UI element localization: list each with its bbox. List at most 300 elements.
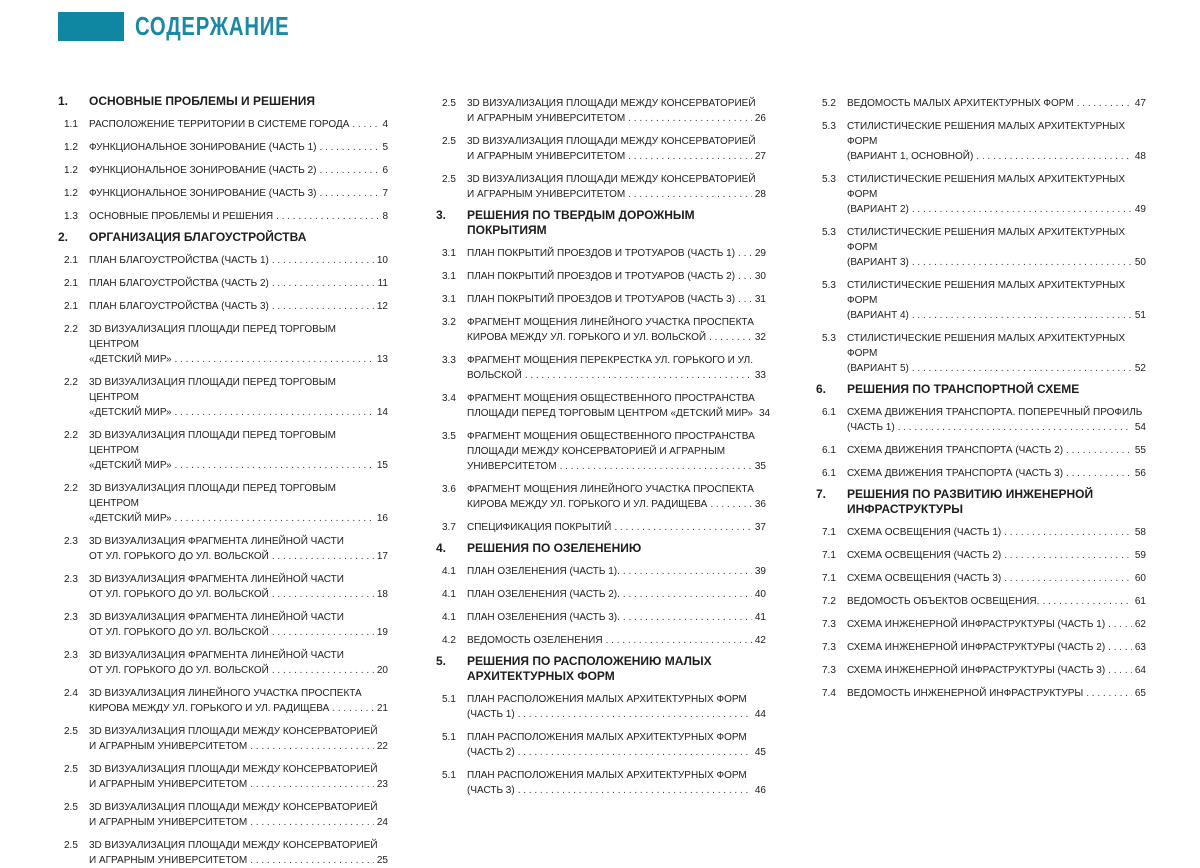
toc-entry[interactable] bbox=[816, 617, 1146, 632]
dot-leader bbox=[614, 520, 752, 535]
entry-line bbox=[847, 525, 1146, 540]
entry-title-text: (ЧАСТЬ 1) bbox=[467, 709, 515, 720]
entry-title-text: ФУНКЦИОНАЛЬНОЕ ЗОНИРОВАНИЕ (ЧАСТЬ 3) bbox=[89, 188, 317, 199]
page-number: 64 bbox=[1134, 665, 1146, 676]
dot-leader bbox=[518, 745, 752, 760]
entry-line bbox=[467, 269, 766, 284]
entry-line bbox=[89, 352, 388, 367]
entry-text bbox=[436, 730, 766, 760]
entry-text bbox=[58, 481, 388, 526]
toc-entry[interactable] bbox=[436, 610, 766, 625]
page-number: 25 bbox=[376, 855, 388, 866]
page-number: 19 bbox=[376, 627, 388, 638]
toc-entry[interactable] bbox=[58, 375, 388, 420]
toc-entry[interactable] bbox=[436, 730, 766, 760]
toc-entry[interactable] bbox=[816, 525, 1146, 540]
entry-number: 3.1 bbox=[442, 248, 456, 259]
dot-leader bbox=[912, 202, 1132, 217]
toc-entry[interactable] bbox=[816, 278, 1146, 323]
toc-entry[interactable] bbox=[58, 838, 388, 868]
entry-text bbox=[816, 548, 1146, 563]
toc-entry[interactable] bbox=[436, 391, 771, 421]
dot-leader bbox=[518, 783, 752, 798]
entry-title-text: ФРАГМЕНТ МОЩЕНИЯ ОБЩЕСТВЕННОГО ПРОСТРАНСТВА bbox=[467, 393, 755, 404]
entry-number: 5.3 bbox=[822, 121, 836, 132]
entry-line bbox=[467, 96, 766, 111]
entry-line bbox=[89, 534, 388, 549]
section-title: ОРГАНИЗАЦИЯ БЛАГОУСТРОЙСТВА bbox=[89, 230, 307, 244]
entry-text bbox=[816, 525, 1146, 540]
entry-number: 2.5 bbox=[64, 802, 78, 813]
entry-text bbox=[58, 838, 388, 868]
entry-number: 3.7 bbox=[442, 522, 456, 533]
entry-text bbox=[436, 391, 771, 421]
toc-entry[interactable] bbox=[436, 520, 766, 535]
toc-column-1 bbox=[58, 88, 388, 868]
entry-title-text: «ДЕТСКИЙ МИР» bbox=[89, 354, 172, 365]
dot-leader bbox=[1108, 640, 1132, 655]
entry-title-text: РАСПОЛОЖЕНИЕ ТЕРРИТОРИИ В СИСТЕМЕ ГОРОДА bbox=[89, 119, 350, 130]
page-number: 20 bbox=[376, 665, 388, 676]
entry-title-text: ПЛАН ОЗЕЛЕНЕНИЯ (ЧАСТЬ 3). bbox=[467, 612, 620, 623]
entry-number: 7.3 bbox=[822, 642, 836, 653]
dot-leader bbox=[628, 111, 752, 126]
entry-number: 5.2 bbox=[822, 98, 836, 109]
entry-line bbox=[467, 353, 766, 368]
entry-title-text: ПЛАН РАСПОЛОЖЕНИЯ МАЛЫХ АРХИТЕКТУРНЫХ ФОРМ bbox=[467, 694, 747, 705]
page-number: 6 bbox=[382, 165, 388, 176]
entry-text bbox=[436, 610, 766, 625]
entry-line bbox=[89, 375, 388, 405]
entry-line bbox=[847, 663, 1146, 678]
entry-text bbox=[816, 663, 1146, 678]
section-number: 5. bbox=[436, 654, 447, 668]
header-accent-bar bbox=[58, 12, 124, 41]
entry-line bbox=[847, 443, 1146, 458]
toc-entry[interactable] bbox=[816, 594, 1146, 609]
entry-line bbox=[89, 117, 388, 132]
toc-section-heading bbox=[436, 654, 766, 684]
toc-entry[interactable] bbox=[436, 587, 766, 602]
entry-title-text: ПЛАН ПОКРЫТИЙ ПРОЕЗДОВ И ТРОТУАРОВ (ЧАСТЬ 1) bbox=[467, 248, 736, 259]
entry-number: 2.3 bbox=[64, 574, 78, 585]
dot-leader bbox=[623, 587, 752, 602]
toc-entry[interactable] bbox=[58, 163, 388, 178]
entry-text bbox=[58, 762, 388, 792]
dot-leader bbox=[976, 149, 1132, 164]
entry-number: 2.1 bbox=[64, 255, 78, 266]
entry-line bbox=[467, 482, 766, 497]
entry-number: 4.1 bbox=[442, 566, 456, 577]
toc-entry[interactable] bbox=[436, 353, 766, 383]
entry-text bbox=[58, 163, 388, 178]
entry-text bbox=[816, 405, 1146, 435]
toc-entry[interactable] bbox=[436, 134, 766, 164]
toc-entry[interactable] bbox=[58, 572, 388, 602]
toc-entry[interactable] bbox=[436, 292, 766, 307]
page-number: 21 bbox=[376, 703, 388, 714]
entry-title-text: ФРАГМЕНТ МОЩЕНИЯ ЛИНЕЙНОГО УЧАСТКА ПРОСПЕКТА bbox=[467, 484, 754, 495]
dot-leader bbox=[320, 163, 380, 178]
toc-entry[interactable] bbox=[58, 762, 388, 792]
entry-text bbox=[436, 292, 766, 307]
page-number: 62 bbox=[1134, 619, 1146, 630]
entry-number: 2.5 bbox=[442, 98, 456, 109]
entry-text bbox=[436, 269, 766, 284]
toc-entry[interactable] bbox=[816, 663, 1146, 678]
entry-title-text: И АГРАРНЫМ УНИВЕРСИТЕТОМ bbox=[89, 779, 248, 790]
entry-line bbox=[89, 587, 388, 602]
entry-number: 2.5 bbox=[64, 764, 78, 775]
page-number: 37 bbox=[754, 522, 766, 533]
entry-line bbox=[467, 587, 766, 602]
entry-number: 3.3 bbox=[442, 355, 456, 366]
entry-title-text: 3D ВИЗУАЛИЗАЦИЯ ФРАГМЕНТА ЛИНЕЙНОЙ ЧАСТИ bbox=[89, 650, 344, 661]
entry-text bbox=[58, 534, 388, 564]
entry-title-text: СПЕЦИФИКАЦИЯ ПОКРЫТИЙ bbox=[467, 522, 612, 533]
entry-number: 2.4 bbox=[64, 688, 78, 699]
entry-line bbox=[89, 405, 388, 420]
entry-line bbox=[467, 187, 766, 202]
entry-line bbox=[89, 724, 388, 739]
entry-title-text: 3D ВИЗУАЛИЗАЦИЯ ЛИНЕЙНОГО УЧАСТКА ПРОСПЕКТА bbox=[89, 688, 362, 699]
entry-text bbox=[436, 172, 766, 202]
entry-number: 2.3 bbox=[64, 536, 78, 547]
page-number: 60 bbox=[1134, 573, 1146, 584]
toc-entry[interactable] bbox=[816, 172, 1146, 217]
toc-section-heading bbox=[816, 487, 1146, 517]
entry-title-text: ПЛАН БЛАГОУСТРОЙСТВА (ЧАСТЬ 3) bbox=[89, 301, 269, 312]
entry-line bbox=[847, 172, 1146, 202]
page-number: 5 bbox=[382, 142, 388, 153]
entry-text bbox=[816, 571, 1146, 586]
toc-section-heading bbox=[436, 208, 766, 238]
toc-entry[interactable] bbox=[436, 96, 766, 126]
entry-title-text: УНИВЕРСИТЕТОМ bbox=[467, 461, 557, 472]
page-number: 63 bbox=[1134, 642, 1146, 653]
entry-text bbox=[58, 686, 388, 716]
dot-leader bbox=[623, 610, 752, 625]
entry-number: 6.1 bbox=[822, 407, 836, 418]
page-number: 56 bbox=[1134, 468, 1146, 479]
entry-number: 2.2 bbox=[64, 430, 78, 441]
entry-line bbox=[89, 762, 388, 777]
page-number: 22 bbox=[376, 741, 388, 752]
toc-entry[interactable] bbox=[816, 225, 1146, 270]
dot-leader bbox=[272, 276, 375, 291]
entry-line bbox=[847, 331, 1146, 361]
entry-number: 6.1 bbox=[822, 445, 836, 456]
toc-entry[interactable] bbox=[58, 610, 388, 640]
entry-number: 2.3 bbox=[64, 612, 78, 623]
toc-entry[interactable] bbox=[58, 276, 388, 291]
section-number: 7. bbox=[816, 487, 827, 501]
toc-section-heading bbox=[816, 382, 1146, 397]
entry-text bbox=[436, 520, 766, 535]
entry-text bbox=[58, 322, 388, 367]
toc-entry[interactable] bbox=[816, 640, 1146, 655]
toc-entry[interactable] bbox=[58, 209, 388, 224]
page-number: 11 bbox=[377, 278, 388, 289]
dot-leader bbox=[912, 361, 1132, 376]
entry-number: 5.3 bbox=[822, 174, 836, 185]
toc-entry[interactable] bbox=[58, 186, 388, 201]
section-number: 6. bbox=[816, 382, 827, 396]
entry-line bbox=[467, 292, 766, 307]
entry-title-text: ОТ УЛ. ГОРЬКОГО ДО УЛ. ВОЛЬСКОЙ bbox=[89, 551, 269, 562]
entry-line bbox=[89, 800, 388, 815]
entry-text bbox=[816, 443, 1146, 458]
toc-entry[interactable] bbox=[436, 692, 766, 722]
page-number: 44 bbox=[754, 709, 766, 720]
dot-leader bbox=[898, 420, 1132, 435]
toc-entry[interactable] bbox=[58, 686, 388, 716]
entry-text bbox=[58, 186, 388, 201]
entry-number: 5.3 bbox=[822, 333, 836, 344]
entry-title-text: И АГРАРНЫМ УНИВЕРСИТЕТОМ bbox=[89, 855, 248, 866]
entry-line bbox=[467, 692, 766, 707]
entry-number: 7.4 bbox=[822, 688, 836, 699]
entry-line bbox=[467, 391, 766, 406]
entry-text bbox=[58, 299, 388, 314]
entry-title-text: ПЛАН ОЗЕЛЕНЕНИЯ (ЧАСТЬ 1). bbox=[467, 566, 620, 577]
dot-leader bbox=[276, 209, 379, 224]
dot-leader bbox=[272, 549, 374, 564]
entry-title-text: (ВАРИАНТ 5) bbox=[847, 363, 909, 374]
toc-entry[interactable] bbox=[58, 322, 388, 367]
entry-number: 2.3 bbox=[64, 650, 78, 661]
entry-title-text: И АГРАРНЫМ УНИВЕРСИТЕТОМ bbox=[467, 113, 626, 124]
entry-text bbox=[58, 428, 388, 473]
page-number: 55 bbox=[1134, 445, 1146, 456]
entry-text bbox=[816, 119, 1146, 164]
entry-text bbox=[816, 686, 1146, 701]
toc-entry[interactable] bbox=[816, 331, 1146, 376]
entry-line bbox=[89, 610, 388, 625]
entry-line bbox=[847, 617, 1146, 632]
entry-line bbox=[89, 276, 388, 291]
dot-leader bbox=[1004, 571, 1132, 586]
entry-text bbox=[816, 225, 1146, 270]
toc-entry[interactable] bbox=[816, 405, 1146, 435]
toc-entry[interactable] bbox=[436, 768, 766, 798]
toc-entry[interactable] bbox=[436, 246, 766, 261]
entry-title-text: ВОЛЬСКОЙ bbox=[467, 370, 522, 381]
dot-leader bbox=[623, 564, 752, 579]
toc-entry[interactable] bbox=[436, 482, 766, 512]
section-title: РЕШЕНИЯ ПО ТВЕРДЫМ ДОРОЖНЫМ ПОКРЫТИЯМ bbox=[467, 208, 695, 237]
dot-leader bbox=[250, 853, 374, 868]
entry-title-text: СХЕМА ОСВЕЩЕНИЯ (ЧАСТЬ 1) bbox=[847, 527, 1002, 538]
entry-line bbox=[89, 663, 388, 678]
dot-leader bbox=[352, 117, 379, 132]
page-number: 15 bbox=[376, 460, 388, 471]
dot-leader bbox=[525, 368, 752, 383]
page-number: 34 bbox=[759, 408, 771, 419]
entry-title-text: 3D ВИЗУАЛИЗАЦИЯ ПЛОЩАДИ МЕЖДУ КОНСЕРВАТОРИЕЙ bbox=[89, 764, 378, 775]
page-number: 7 bbox=[382, 188, 388, 199]
page-number: 27 bbox=[754, 151, 766, 162]
toc-entry[interactable] bbox=[436, 315, 766, 345]
dot-leader bbox=[1042, 594, 1131, 609]
toc-section-heading bbox=[436, 541, 766, 556]
entry-title-text: ОСНОВНЫЕ ПРОБЛЕМЫ И РЕШЕНИЯ bbox=[89, 211, 274, 222]
entry-title-text: И АГРАРНЫМ УНИВЕРСИТЕТОМ bbox=[467, 151, 626, 162]
entry-line bbox=[89, 209, 388, 224]
page-number: 58 bbox=[1134, 527, 1146, 538]
entry-title-text: ПЛОЩАДИ ПЕРЕД ТОРГОВЫМ ЦЕНТРОМ «ДЕТСКИЙ МИР» bbox=[467, 408, 753, 419]
page-title: СОДЕРЖАНИЕ bbox=[135, 11, 290, 41]
dot-leader bbox=[738, 269, 752, 284]
entry-line bbox=[89, 511, 388, 526]
entry-line bbox=[89, 458, 388, 473]
entry-line bbox=[467, 406, 771, 421]
entry-line bbox=[89, 322, 388, 352]
entry-line bbox=[89, 853, 388, 868]
entry-title-text: СХЕМА ДВИЖЕНИЯ ТРАНСПОРТА (ЧАСТЬ 2) bbox=[847, 445, 1064, 456]
entry-line bbox=[89, 739, 388, 754]
entry-title-text: СХЕМА ОСВЕЩЕНИЯ (ЧАСТЬ 2) bbox=[847, 550, 1002, 561]
entry-text bbox=[816, 278, 1146, 323]
toc-entry[interactable] bbox=[436, 429, 766, 474]
toc-entry[interactable] bbox=[58, 481, 388, 526]
entry-text bbox=[436, 134, 766, 164]
dot-leader bbox=[1004, 548, 1132, 563]
entry-text bbox=[436, 564, 766, 579]
entry-line bbox=[847, 361, 1146, 376]
dot-leader bbox=[1086, 686, 1132, 701]
page-number: 39 bbox=[754, 566, 766, 577]
entry-title-text: (ВАРИАНТ 3) bbox=[847, 257, 909, 268]
entry-number: 2.5 bbox=[64, 726, 78, 737]
page-number: 10 bbox=[376, 255, 388, 266]
toc-entry[interactable] bbox=[58, 724, 388, 754]
toc-entry[interactable] bbox=[816, 443, 1146, 458]
entry-number: 2.2 bbox=[64, 483, 78, 494]
toc-entry[interactable] bbox=[816, 466, 1146, 481]
page-number: 28 bbox=[754, 189, 766, 200]
toc-entry[interactable] bbox=[58, 648, 388, 678]
toc-entry[interactable] bbox=[58, 800, 388, 830]
toc-entry[interactable] bbox=[58, 428, 388, 473]
entry-text bbox=[58, 610, 388, 640]
entry-number: 1.3 bbox=[64, 211, 78, 222]
entry-title-text: 3D ВИЗУАЛИЗАЦИЯ ПЛОЩАДИ МЕЖДУ КОНСЕРВАТОРИЕЙ bbox=[89, 802, 378, 813]
entry-title-text: ПЛАН ОЗЕЛЕНЕНИЯ (ЧАСТЬ 2). bbox=[467, 589, 620, 600]
entry-line bbox=[847, 594, 1146, 609]
toc-entry[interactable] bbox=[58, 117, 388, 132]
section-number: 4. bbox=[436, 541, 447, 555]
toc-entry[interactable] bbox=[58, 253, 388, 268]
page-number: 54 bbox=[1134, 422, 1146, 433]
entry-title-text: СТИЛИСТИЧЕСКИЕ РЕШЕНИЯ МАЛЫХ АРХИТЕКТУРНЫХ ФОРМ bbox=[847, 280, 1126, 306]
toc-section-heading bbox=[58, 230, 388, 245]
toc-entry[interactable] bbox=[436, 269, 766, 284]
entry-title-text: (ВАРИАНТ 4) bbox=[847, 310, 909, 321]
entry-number: 1.2 bbox=[64, 165, 78, 176]
page-number: 46 bbox=[754, 785, 766, 796]
entry-line bbox=[89, 572, 388, 587]
entry-title-text: СХЕМА ДВИЖЕНИЯ ТРАНСПОРТА. ПОПЕРЕЧНЫЙ ПРОФИЛЬ bbox=[847, 407, 1143, 418]
entry-title-text: ВЕДОМОСТЬ ОБЪЕКТОВ ОСВЕЩЕНИЯ. bbox=[847, 596, 1040, 607]
entry-line bbox=[847, 149, 1146, 164]
entry-line bbox=[467, 707, 766, 722]
dot-leader bbox=[1077, 96, 1132, 111]
entry-title-text: ПЛАН РАСПОЛОЖЕНИЯ МАЛЫХ АРХИТЕКТУРНЫХ ФОРМ bbox=[467, 732, 747, 743]
entry-title-text: 3D ВИЗУАЛИЗАЦИЯ ФРАГМЕНТА ЛИНЕЙНОЙ ЧАСТИ bbox=[89, 574, 344, 585]
entry-line bbox=[89, 686, 388, 701]
entry-text bbox=[816, 331, 1146, 376]
entry-line bbox=[89, 186, 388, 201]
entry-line bbox=[847, 202, 1146, 217]
entry-text bbox=[58, 276, 388, 291]
entry-title-text: ФРАГМЕНТ МОЩЕНИЯ ОБЩЕСТВЕННОГО ПРОСТРАНСТВА bbox=[467, 431, 755, 442]
entry-line bbox=[847, 225, 1146, 255]
page-number: 8 bbox=[382, 211, 388, 222]
entry-title-text: 3D ВИЗУАЛИЗАЦИЯ ПЛОЩАДИ ПЕРЕД ТОРГОВЫМ ЦЕНТРОМ bbox=[89, 483, 336, 509]
toc-entry[interactable] bbox=[816, 686, 1146, 701]
toc-entry[interactable] bbox=[58, 299, 388, 314]
dot-leader bbox=[320, 186, 380, 201]
dot-leader bbox=[710, 497, 752, 512]
toc-entry[interactable] bbox=[436, 633, 766, 648]
toc-entry[interactable] bbox=[436, 564, 766, 579]
toc-entry[interactable] bbox=[58, 534, 388, 564]
toc-entry[interactable] bbox=[816, 571, 1146, 586]
entry-title-text: 3D ВИЗУАЛИЗАЦИЯ ПЛОЩАДИ ПЕРЕД ТОРГОВЫМ ЦЕНТРОМ bbox=[89, 430, 336, 456]
entry-number: 5.3 bbox=[822, 227, 836, 238]
entry-number: 7.1 bbox=[822, 550, 836, 561]
entry-title-text: ПЛАН БЛАГОУСТРОЙСТВА (ЧАСТЬ 1) bbox=[89, 255, 269, 266]
entry-line bbox=[467, 633, 766, 648]
entry-number: 5.1 bbox=[442, 770, 456, 781]
entry-text bbox=[436, 429, 766, 474]
toc-section-heading bbox=[58, 94, 388, 109]
dot-leader bbox=[250, 739, 374, 754]
toc-entry[interactable] bbox=[436, 172, 766, 202]
entry-number: 2.2 bbox=[64, 324, 78, 335]
dot-leader bbox=[560, 459, 752, 474]
dot-leader bbox=[272, 663, 374, 678]
entry-text bbox=[816, 617, 1146, 632]
entry-title-text: «ДЕТСКИЙ МИР» bbox=[89, 407, 172, 418]
entry-number: 1.2 bbox=[64, 188, 78, 199]
dot-leader bbox=[250, 777, 374, 792]
entry-number: 3.4 bbox=[442, 393, 456, 404]
entry-title-text: 3D ВИЗУАЛИЗАЦИЯ ПЛОЩАДИ ПЕРЕД ТОРГОВЫМ ЦЕНТРОМ bbox=[89, 377, 336, 403]
entry-title-text: 3D ВИЗУАЛИЗАЦИЯ ФРАГМЕНТА ЛИНЕЙНОЙ ЧАСТИ bbox=[89, 612, 344, 623]
entry-title-text: 3D ВИЗУАЛИЗАЦИЯ ПЛОЩАДИ ПЕРЕД ТОРГОВЫМ ЦЕНТРОМ bbox=[89, 324, 336, 350]
section-title: РЕШЕНИЯ ПО РАЗВИТИЮ ИНЖЕНЕРНОЙ ИНФРАСТРУКТУРЫ bbox=[847, 487, 1094, 516]
entry-line bbox=[467, 520, 766, 535]
toc-entry[interactable] bbox=[816, 96, 1146, 111]
entry-number: 7.3 bbox=[822, 619, 836, 630]
entry-text bbox=[436, 353, 766, 383]
entry-line bbox=[467, 497, 766, 512]
toc-entry[interactable] bbox=[816, 548, 1146, 563]
dot-leader bbox=[628, 187, 752, 202]
toc-entry[interactable] bbox=[816, 119, 1146, 164]
entry-line bbox=[467, 429, 766, 444]
page-number: 17 bbox=[376, 551, 388, 562]
entry-text bbox=[58, 648, 388, 678]
section-title: РЕШЕНИЯ ПО ТРАНСПОРТНОЙ СХЕМЕ bbox=[847, 382, 1080, 396]
toc-entry[interactable] bbox=[58, 140, 388, 155]
entry-text bbox=[58, 572, 388, 602]
entry-title-text: ПЛАН ПОКРЫТИЙ ПРОЕЗДОВ И ТРОТУАРОВ (ЧАСТЬ 2) bbox=[467, 271, 736, 282]
page-number: 26 bbox=[754, 113, 766, 124]
entry-title-text: СХЕМА ОСВЕЩЕНИЯ (ЧАСТЬ 3) bbox=[847, 573, 1002, 584]
